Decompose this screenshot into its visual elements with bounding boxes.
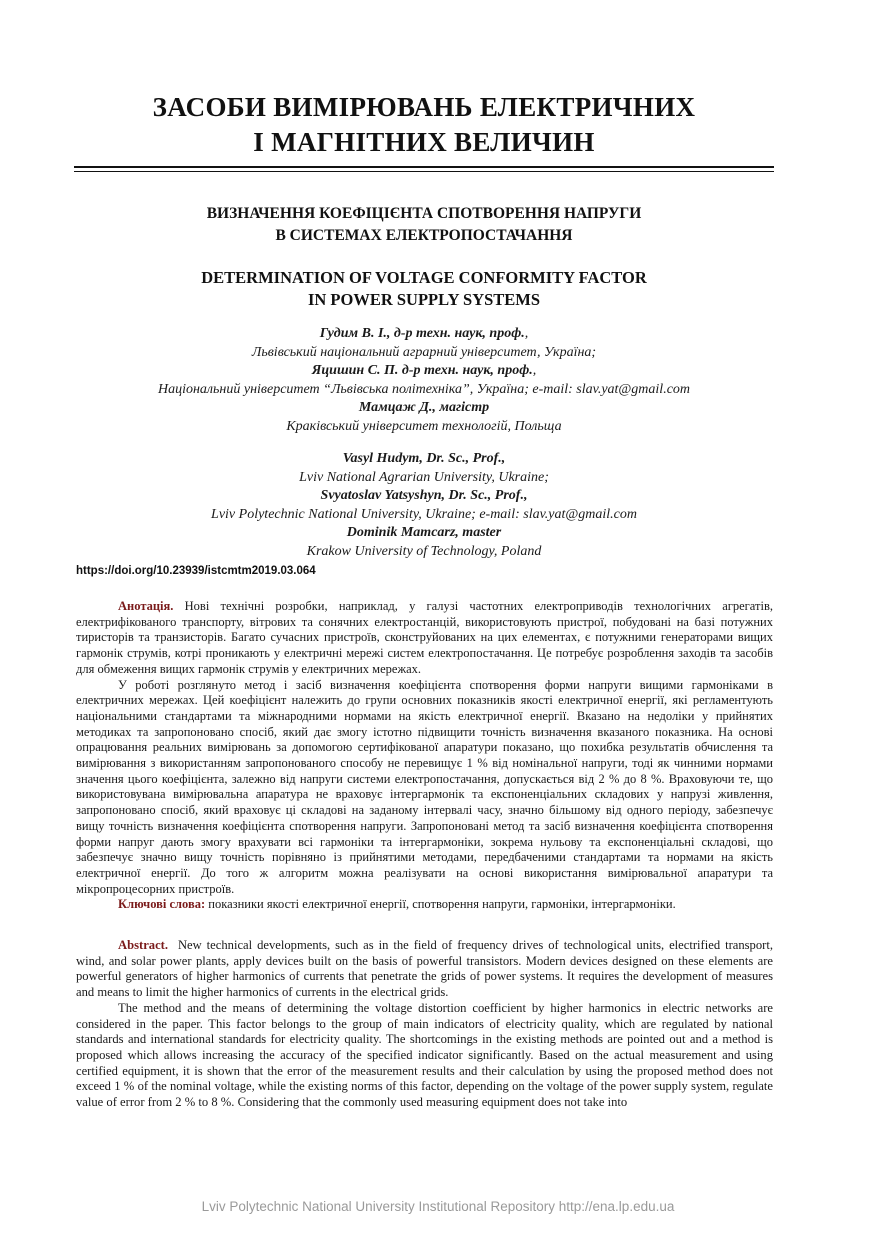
- author-affiliation: Львівський національний аграрний університет, Україна;: [251, 344, 597, 360]
- author-affiliation: Krakow University of Technology, Poland: [306, 543, 542, 559]
- title-ua-line2: В СИСТЕМАХ ЕЛЕКТРОПОСТАЧАННЯ: [275, 227, 573, 244]
- keywords-label: Ключові слова:: [118, 897, 206, 912]
- authors-english: [74, 450, 774, 561]
- title-en-line2: IN POWER SUPPLY SYSTEMS: [307, 290, 541, 309]
- author-affiliation: Краківський університет технологій, Польща: [286, 418, 562, 434]
- heading-rule-thick: [74, 166, 774, 168]
- abstract-english: [76, 938, 773, 1111]
- author-name: Мамцаж Д., магістр: [358, 400, 490, 415]
- abstract-en-paragraph: Abstract. New technical developments, such as in the field of frequency drives of technological units, electrified transport, wind, and solar power plants, apply devices built on the basis of powerful transistors. Modern devices designed on these elements are powerful generators of higher harmonics of currents that penetrate the grids of power systems. It requires the development of measures and means to limit the higher harmonics of currents in the electrical grids.: [76, 938, 773, 1000]
- author-name: Svyatoslav Yatsyshyn, Dr. Sc., Prof.,: [320, 488, 528, 503]
- keywords-ua: Ключові слова: показники якості електричної енергії, спотворення напруги, гармоніки, інтергармоніки.: [118, 897, 676, 912]
- abstract-en-paragraph: The method and the means of determining the voltage distortion coefficient by higher harmonics in electric networks are considered in the paper. This factor belongs to the group of main indicators of electricity quality, which are regulated by national standards and international standards for electricity quality. The shortcomings in the existing methods are pointed out and a method is proposed which allows increasing the accuracy of the specified indicator significantly. Based on the actual measurement and using certified equipment, it is shown that the error of the measurement results and their calculation by using the proposed method does not exceed 1 % of the nominal voltage, while the existing norms of this factor, depending on the voltage of the power supply system, regulate value of error from 2 % to 8 %. Considering that the commonly used measuring equipment does not take into: [76, 1000, 773, 1110]
- author-affiliation: Національний університет “Львівська політехніка”, Україна; e-mail: slav.yat@gmail.com: [157, 381, 691, 397]
- author-affiliation: Lviv National Agrarian University, Ukraine;: [299, 469, 549, 485]
- section-heading-line1: ЗАСОБИ ВИМІРЮВАНЬ ЕЛЕКТРИЧНИХ: [152, 92, 696, 122]
- title-ua-line1: ВИЗНАЧЕННЯ КОЕФІЦІЄНТА СПОТВОРЕННЯ НАПРУГИ: [206, 205, 642, 222]
- authors-ukrainian: [74, 325, 774, 436]
- author-name: Vasyl Hudym, Dr. Sc., Prof.,: [342, 451, 506, 466]
- author-affiliation: Lviv Polytechnic National University, Ukraine; e-mail: slav.yat@gmail.com: [211, 506, 637, 522]
- abstract-ukrainian: [76, 599, 773, 913]
- abstract-ua-paragraph: Анотація. Нові технічні розробки, наприклад, у галузі частотних електроприводів технологічних агрегатів, електрифікованого транспорту, вітрових та сонячних електростанцій, використовують пристрої, побудовані на базі потужних тиристорів та транзисторів. Багато сучасних пристроїв, сконструйованих на цих елементах, є потужними генераторами вищих гармонік струмів, котрі проникають у електричні мережі систем електропостачання. Це потребує розроблення заходів та засобів для обмеження вищих гармонік струмів у електричних мережах.: [76, 599, 773, 676]
- title-ukrainian: [74, 203, 774, 247]
- section-heading: [74, 90, 774, 160]
- doi-link[interactable]: https://doi.org/10.23939/istcmtm2019.03.064: [76, 565, 316, 577]
- heading-rule-thin: [74, 171, 774, 172]
- repository-footer: Lviv Polytechnic National University Institutional Repository http://ena.lp.edu.ua: [201, 1199, 675, 1214]
- title-en-line1: DETERMINATION OF VOLTAGE CONFORMITY FACTOR: [201, 268, 647, 287]
- abstract-ua-label: Анотація.: [118, 599, 174, 613]
- author-name: Dominik Mamcarz, master: [346, 525, 502, 540]
- abstract-ua-paragraph: У роботі розглянуто метод і засіб визначення коефіцієнта спотворення форми напруги вищими гармоніками в електричних мережах. Цей коефіцієнт належить до групи основних показників якості електричної енергії, які регламентують національними стандартами та міжнародними нормами на якість електричної енергії. Вказано на недоліки у прийнятих методиках та запропоновано спосіб, який дає змогу істотно підвищити точність визначення вказаного показника. На основі опрацювання реальних вимірювань за допомогою сертифікованої апаратури показано, що похибка результатів обчислення та вимірювання з використанням запропонованого способу не перевищує 1 % від номінальної напруги, тоді як чинними нормами значення цього коефіцієнта, залежно від напруги системи електропостачання, допускається від 2 % до 8 %. Враховуючи те, що використовувана вимірювальна апаратура не враховує інтергармонік та експоненціальних складових у напрузі живлення, запропоновано спосіб, який враховує ці складові на заданому інтервалі часу, значно більшому від одного періоду, забезпечує вищу точність визначення коефіцієнта спотворення напруги. Запропоновані метод та засіб визначення коефіцієнта спотворення форми напруг дають змогу врахувати всі гармоніки та інтергармоніки, зокрема нульову та експоненціальні складові, що забезпечує значно вищу точність порівняно із прийнятими методами, передбаченими стандартами та нормами на якість електричної енергії. До того ж алгоритм можна реалізувати на основі використання вимірювальної апаратури та мікропроцесорних пристроїв.: [76, 677, 773, 896]
- author-name: Яцишин С. П. д-р техн. наук, проф.,: [311, 363, 537, 378]
- author-name: Гудим В. І., д-р техн. наук, проф.,: [319, 326, 529, 341]
- title-english: [74, 267, 774, 311]
- section-heading-line2: І МАГНІТНИХ ВЕЛИЧИН: [253, 127, 595, 157]
- abstract-en-label: Abstract.: [118, 938, 169, 952]
